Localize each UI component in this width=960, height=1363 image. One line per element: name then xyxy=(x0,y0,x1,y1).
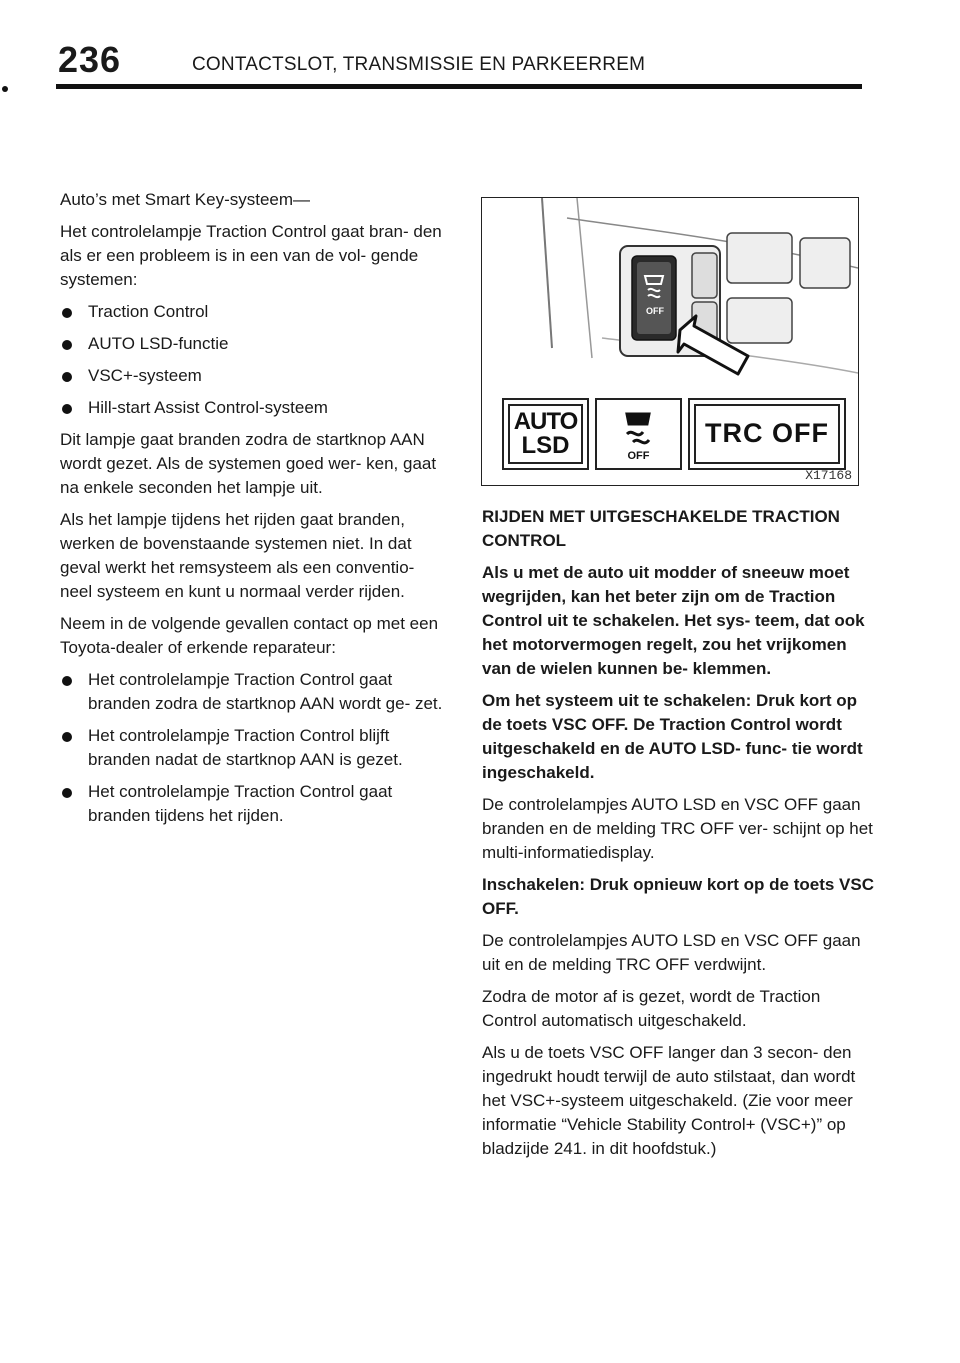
list-item: Het controlelampje Traction Control blijft branden nadat de startknop AAN is gezet. xyxy=(60,724,450,772)
paragraph-lampjes-uit: De controlelampjes AUTO LSD en VSC OFF gaan uit en de melding TRC OFF verdwijnt. xyxy=(482,931,861,974)
vsc-off-label: OFF xyxy=(627,450,650,462)
vsc-off-button-illustration xyxy=(481,197,859,486)
corner-mark xyxy=(2,86,8,92)
paragraph-inschakelen: Inschakelen: Druk opnieuw kort op de toets VSC OFF. xyxy=(482,875,875,918)
bullet-dot-icon xyxy=(62,308,72,318)
right-column xyxy=(482,505,874,1169)
bullet-dot-icon xyxy=(62,788,72,798)
auto-lsd-indicator xyxy=(502,398,589,470)
dashboard-panel-drawing xyxy=(482,198,858,398)
header-rule xyxy=(56,84,862,89)
list-item: Traction Control xyxy=(60,300,450,324)
left-column xyxy=(60,188,450,836)
trc-off-text: TRC OFF xyxy=(705,418,829,448)
intro-text: Auto’s met Smart Key‑systeem— xyxy=(60,190,311,209)
list-item: VSC+‑systeem xyxy=(60,364,450,388)
button-off-text: OFF xyxy=(646,306,664,316)
auto-lsd-line2: LSD xyxy=(521,432,570,459)
paragraph-vsc-lang: Als u de toets VSC OFF langer dan 3 secon- den ingedrukt houdt terwijl de auto stilstaat, dan wordt het VSC+‑systeem uitgeschakeld. (Zie voor meer informatie “Vehicle Stability Control+ (VSC+)” op bladzijde 241. in dit hoofdstuk.) xyxy=(482,1043,856,1158)
list-item: Het controlelampje Traction Control gaat branden tijdens het rijden. xyxy=(60,780,450,828)
list-item: Het controlelampje Traction Control gaat branden zodra de startknop AAN wordt ge- zet. xyxy=(60,668,450,716)
trc-off-display xyxy=(688,398,846,470)
page-number: 236 xyxy=(58,39,122,80)
paragraph-modder: Als u met de auto uit modder of sneeuw moet wegrijden, kan het beter zijn om de Traction Control uit te schakelen. Het sys- teem, dat ook het motorvermogen regelt, zou het vrijkomen van de wielen kunnen be- klemmen. xyxy=(482,563,865,678)
paragraph-lampjes-aan: De controlelampjes AUTO LSD en VSC OFF gaan branden en de melding TRC OFF ver- schijnt op het multi‑informatiedisplay. xyxy=(482,795,873,862)
page-title: CONTACTSLOT, TRANSMISSIE EN PARKEERREM xyxy=(192,54,646,75)
list-item: Hill‑start Assist Control‑systeem xyxy=(60,396,450,420)
list-item: AUTO LSD‑functie xyxy=(60,332,450,356)
bullet-dot-icon xyxy=(62,732,72,742)
bullet-dot-icon xyxy=(62,676,72,686)
auto-lsd-line1: AUTO xyxy=(513,408,578,435)
vsc-off-indicator xyxy=(595,398,682,470)
bullet-dot-icon xyxy=(62,404,72,414)
paragraph-startknop: Dit lampje gaat branden zodra de startknop AAN wordt gezet. Als de systemen goed wer- ken, gaat na enkele seconden het lampje uit. xyxy=(60,430,437,497)
paragraph-contact: Neem in de volgende gevallen contact op met een Toyota‑dealer of erkende reparateur: xyxy=(60,614,439,657)
paragraph-systems-intro: Het controlelampje Traction Control gaat bran- den als er een probleem is in een van de vol- gende systemen: xyxy=(60,222,442,289)
bullet-dot-icon xyxy=(62,372,72,382)
paragraph-rijden: Als het lampje tijdens het rijden gaat branden, werken de bovenstaande systemen niet. In dat geval werkt het remsysteem als een conventio- neel systeem en kunt u normaal verder rijden. xyxy=(60,510,415,601)
bullet-dot-icon xyxy=(62,340,72,350)
figure-code: X17168 xyxy=(805,468,852,483)
paragraph-uitschakelen: Om het systeem uit te schakelen: Druk kort op de toets VSC OFF. De Traction Control wordt uitgeschakeld en de AUTO LSD‑ func- tie wordt ingeschakeld. xyxy=(482,691,863,782)
paragraph-motor-af: Zodra de motor af is gezet, wordt de Traction Control automatisch uitgeschakeld. xyxy=(482,987,821,1030)
section-heading: RIJDEN MET UITGESCHAKELDE TRACTION CONTROL xyxy=(482,507,840,550)
